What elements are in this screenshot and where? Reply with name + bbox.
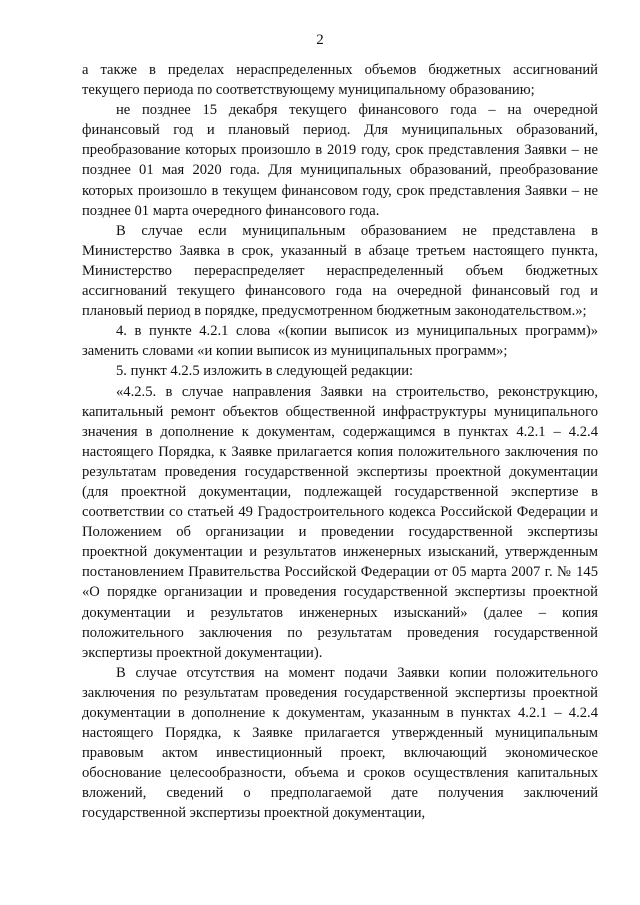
paragraph-redistribution: В случае если муниципальным образованием не представлена в Министерство Заявка в срок, указанный в абзаце третьем настоящего пункта, Министерство перераспределяет нераспределенный объем бюджетных ассигнований текущего финансового года на очередной финансовый год и плановый период в порядке, предусмотренном бюджетным законодательством.»;: [82, 222, 598, 320]
paragraph-deadline: не позднее 15 декабря текущего финансового года – на очередной финансовый год и плановый период. Для муниципальных образований, преобразование которых произошло в 2019 году, срок представления Заявки – не позднее 01 мая 2020 года. Для муниципальных образований, преобразование которых произошло в текущем финансовом году, срок представления Заявки – не позднее 01 марта очередного финансового года.: [82, 102, 598, 219]
paragraph-item-5: 5. пункт 4.2.5 изложить в следующей редакции:: [116, 363, 414, 380]
paragraph-4-2-5: «4.2.5. в случае направления Заявки на строительство, реконструкцию, капитальный ремонт объектов общественной инфраструктуры муниципального значения в дополнение к документам, содержащимся в пунктах 4.2.1 – 4.2.4 настоящего Порядка, к Заявке прилагается копия положительного заключения по результатам проведения государственной экспертизы проектной документации (для проектной документации, подлежащей государственной экспертизе в соответствии со статьей 49 Градостроительного кодекса Российской Федерации и Положением об организации и проведении государственной экспертизы проектной документации и результатов инженерных изысканий, утвержденным постановлением Правительства Российской Федерации от 05 марта 2007 г. № 145 «О порядке организации и проведения государственной экспертизы проектной документации и результатов инженерных изысканий» (далее – копия положительного заключения по результатам проведения государственной экспертизы проектной документации).: [82, 383, 598, 661]
paragraph-continuation: а также в пределах нераспределенных объемов бюджетных ассигнований текущего периода по соответствующему муниципальному образованию;: [82, 62, 598, 99]
paragraph-item-4: 4. в пункте 4.2.1 слова «(копии выписок из муниципальных программ)» заменить словами «и копии выписок из муниципальных программ»;: [82, 323, 598, 360]
paragraph-absence-case: В случае отсутствия на момент подачи Заявки копии положительного заключения по результатам проведения государственной экспертизы проектной документации в дополнение к документам, указанным в пунктах 4.2.1 – 4.2.4 настоящего Порядка, к Заявке прилагается утвержденный муниципальным правовым актом инвестиционный проект, включающий экономическое обоснование целесообразности, объема и сроков осуществления капитальных вложений, сведений о предполагаемой дате получения заключений государственной экспертизы проектной документации,: [82, 664, 598, 822]
page-number: 2: [316, 32, 324, 48]
document-body: [82, 60, 598, 824]
